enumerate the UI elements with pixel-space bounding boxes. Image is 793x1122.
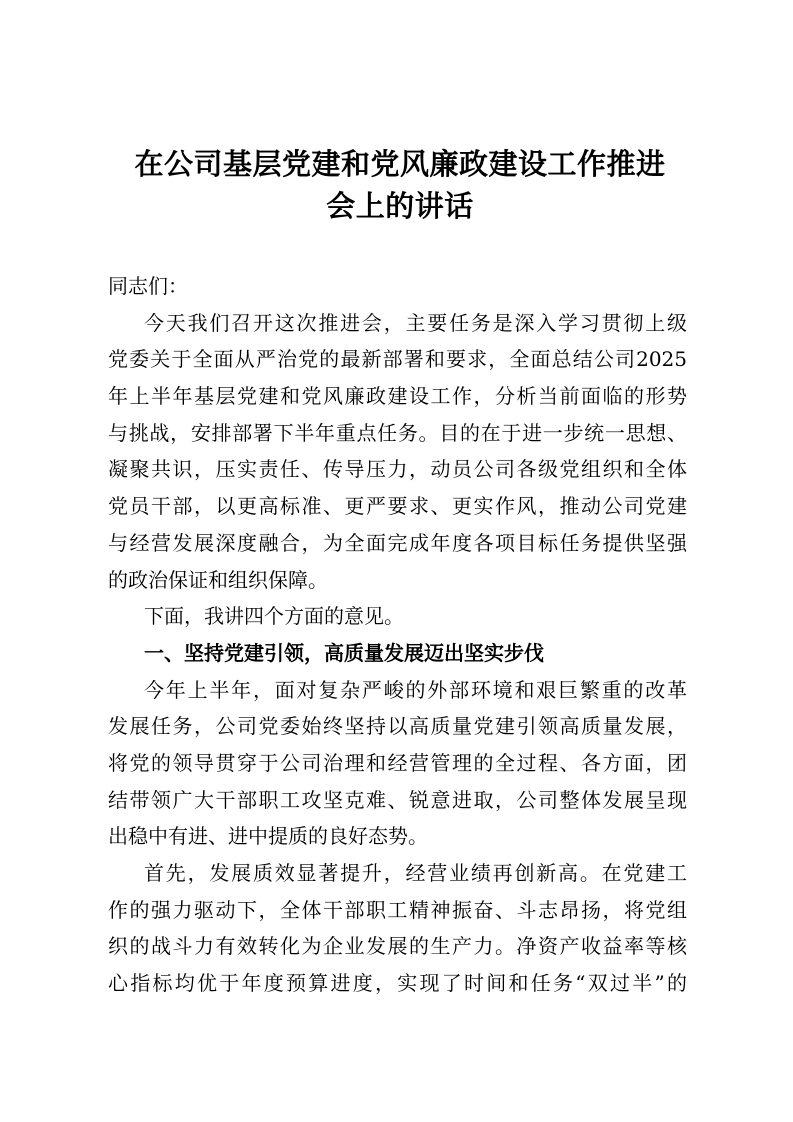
text-line: 的政治保证和组织保障。 xyxy=(108,567,328,592)
text-line: 今天我们召开这次推进会，主要任务是深入学习贯彻上级 xyxy=(144,310,687,335)
text-line: 结带领广大干部职工攻坚克难、锐意进取，公司整体发展呈现 xyxy=(108,787,687,812)
text-line: 首先，发展质效显著提升，经营业绩再创新高。在党建工 xyxy=(144,861,687,885)
text-line: 出稳中有进、进中提质的良好态势。 xyxy=(108,824,428,849)
text-line: 下面，我讲四个方面的意见。 xyxy=(144,604,404,629)
salutation: 同志们： xyxy=(108,274,188,298)
title-line-2: 会上的讲话 xyxy=(326,189,474,223)
text-line: 心指标均优于年度预算进度，实现了时间和任务“双过半”的 xyxy=(108,971,687,996)
text-line: 与经营发展深度融合，为全面完成年度各项目标任务提供坚强 xyxy=(108,530,687,555)
text-line: 织的战斗力有效转化为企业发展的生产力。净资产收益率等核 xyxy=(108,934,687,959)
text-line: 年上半年基层党建和党风廉政建设工作，分析当前面临的形势 xyxy=(108,384,687,409)
text-line: 今年上半年，面对复杂严峻的外部环境和艰巨繁重的改革 xyxy=(144,677,687,702)
paragraph-outline xyxy=(108,598,687,635)
text-line: 与挑战，安排部署下半年重点任务。目的在于进一步统一思想、 xyxy=(108,420,687,445)
text-line: 作的强力驱动下，全体干部职工精神振奋、斗志昂扬，将党组 xyxy=(108,897,687,922)
document-body xyxy=(108,268,687,1002)
title-line-1: 在公司基层党建和党风廉政建设工作推进 xyxy=(134,147,666,181)
section-heading: 一、坚持党建引领，高质量发展迈出坚实步伐 xyxy=(144,640,544,665)
text-line: 党委关于全面从严治党的最新部署和要求，全面总结公司2025 xyxy=(108,347,687,372)
document-title xyxy=(100,143,700,227)
text-line: 将党的领导贯穿于公司治理和经营管理的全过程、各方面，团 xyxy=(108,750,687,775)
paragraph-first-half xyxy=(108,672,687,855)
text-line: 凝聚共识，压实责任、传导压力，动员公司各级党组织和全体 xyxy=(108,457,687,482)
text-line: 党员干部，以更高标准、更严要求、更实作风，推动公司党建 xyxy=(108,494,687,519)
paragraph-first-point xyxy=(108,855,687,1002)
text-line: 发展任务，公司党委始终坚持以高质量党建引领高质量发展， xyxy=(108,714,687,739)
paragraph-intro xyxy=(108,305,687,599)
